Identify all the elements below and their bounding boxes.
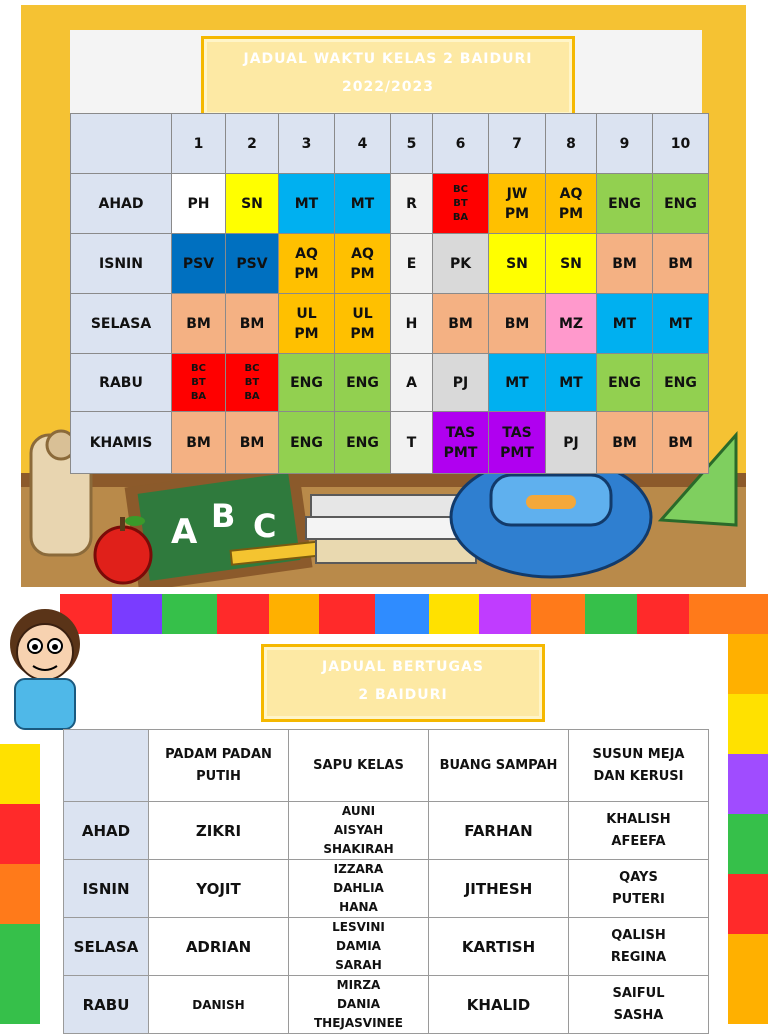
subject-cell (546, 294, 597, 354)
timetable-title (201, 36, 575, 118)
subject-code: ENG (608, 374, 641, 391)
subject-code: MT (612, 315, 637, 332)
day-label: ISNIN (64, 860, 149, 918)
subject-cell (597, 234, 653, 294)
subject-cell (597, 294, 653, 354)
timetable-title-line1: JADUAL WAKTU KELAS 2 BAIDURI (243, 51, 533, 67)
timetable-row (71, 294, 709, 354)
sapu-kelas-name: MIRZA (336, 978, 381, 992)
subject-cell (489, 412, 546, 474)
subject-cell (489, 354, 546, 412)
subject-code: ENG (664, 195, 697, 212)
subject-cell (226, 294, 279, 354)
subject-code: ENG (290, 434, 323, 451)
subject-cell (391, 234, 433, 294)
subject-cell (391, 412, 433, 474)
duty-row (64, 918, 709, 976)
subject-cell (279, 354, 335, 412)
duty-title-line2: 2 BAIDURI (358, 687, 448, 703)
duty-column-header: SUSUN MEJA DAN KERUSI (569, 730, 709, 802)
subject-code: MT (505, 374, 529, 391)
class-timetable (70, 113, 709, 474)
subject-cell (226, 354, 279, 412)
subject-code: T (406, 434, 417, 451)
subject-code: ENG (290, 374, 323, 391)
subject-code: PSV (236, 255, 268, 272)
buang-sampah-name: FARHAN (429, 802, 569, 860)
sapu-kelas-name: IZZARA (333, 862, 384, 876)
subject-code: BM (612, 255, 637, 272)
subject-cell (279, 174, 335, 234)
buang-sampah-name: KHALID (429, 976, 569, 1034)
subject-cell (391, 294, 433, 354)
subject-cell (172, 294, 226, 354)
susun-meja-name: REGINA (610, 949, 667, 965)
duty-header-row (64, 730, 709, 802)
duty-roster-title (261, 644, 545, 722)
subject-cell (335, 354, 391, 412)
subject-cell (433, 354, 489, 412)
duty-roster-table (63, 729, 709, 1034)
subject-code: ENG (664, 374, 697, 391)
subject-cell (226, 412, 279, 474)
subject-cell (653, 354, 709, 412)
subject-code: A (406, 374, 417, 391)
sapu-kelas-name: LESVINI (332, 920, 385, 934)
subject-cell (433, 174, 489, 234)
subject-cell (279, 294, 335, 354)
period-number-header: 3 (279, 114, 335, 174)
timetable-row (71, 234, 709, 294)
sapu-kelas-names (289, 918, 429, 976)
svg-text:C: C (253, 507, 277, 545)
day-label: SELASA (64, 918, 149, 976)
timetable-title-line2: 2022/2023 (341, 79, 435, 95)
subject-code: BM (612, 434, 637, 451)
subject-code: BM (504, 315, 530, 332)
timetable-row (71, 174, 709, 234)
subject-code: ENG (608, 195, 641, 212)
subject-cell (279, 412, 335, 474)
subject-cell (546, 174, 597, 234)
svg-text:A: A (171, 512, 198, 552)
duty-row (64, 860, 709, 918)
subject-code: BM (448, 315, 473, 332)
subject-code: BM (239, 434, 265, 451)
sapu-kelas-name: AUNI (341, 804, 376, 818)
subject-code: JW PM (504, 185, 530, 222)
period-number-header: 10 (653, 114, 709, 174)
day-label: KHAMIS (71, 412, 172, 474)
subject-cell (597, 354, 653, 412)
subject-cell (433, 412, 489, 474)
duty-row (64, 802, 709, 860)
subject-cell (489, 294, 546, 354)
subject-code: MT (559, 374, 583, 391)
duty-row (64, 976, 709, 1034)
subject-cell (489, 174, 546, 234)
subject-cell (335, 234, 391, 294)
day-label: RABU (71, 354, 172, 412)
subject-cell (597, 174, 653, 234)
subject-cell (489, 234, 546, 294)
subject-code: MZ (558, 315, 584, 332)
period-number-header: 6 (433, 114, 489, 174)
subject-code: UL PM (294, 305, 319, 342)
subject-cell (391, 174, 433, 234)
subject-code: BC BT BA (190, 362, 207, 402)
subject-code: BC BT BA (244, 362, 260, 402)
padam-padan-putih-name: YOJIT (149, 860, 289, 918)
subject-cell (546, 354, 597, 412)
duty-column-header: PADAM PADAN PUTIH (149, 730, 289, 802)
subject-code: SN (241, 195, 263, 212)
subject-cell (546, 412, 597, 474)
subject-code: MT (294, 195, 319, 212)
subject-cell (172, 354, 226, 412)
subject-code: MT (350, 195, 375, 212)
subject-code: BM (668, 434, 693, 451)
duty-column-header: SAPU KELAS (289, 730, 429, 802)
subject-cell (172, 412, 226, 474)
timetable-row (71, 412, 709, 474)
subject-code: PJ (563, 434, 579, 451)
subject-code: E (406, 255, 417, 272)
subject-code: PH (187, 195, 210, 212)
subject-cell (546, 234, 597, 294)
padam-padan-putih-name: ZIKRI (149, 802, 289, 860)
subject-code: PK (449, 255, 472, 272)
subject-cell (653, 294, 709, 354)
subject-cell (172, 174, 226, 234)
sapu-kelas-names (289, 802, 429, 860)
susun-meja-name: SAIFUL (612, 985, 665, 1001)
subject-cell (433, 294, 489, 354)
sapu-kelas-name: HANA (339, 900, 378, 914)
duty-corner-cell (64, 730, 149, 802)
subject-cell (335, 412, 391, 474)
subject-code: BM (668, 255, 693, 272)
period-number-header: 4 (335, 114, 391, 174)
susun-meja-names (569, 860, 709, 918)
sapu-kelas-name: SARAH (335, 958, 382, 972)
subject-code: ENG (346, 434, 379, 451)
subject-cell (335, 174, 391, 234)
susun-meja-name: SASHA (613, 1007, 664, 1023)
sapu-kelas-name: DANIA (336, 997, 381, 1011)
padam-padan-putih-name: DANISH (149, 976, 289, 1034)
timetable-corner-cell (71, 114, 172, 174)
sapu-kelas-names (289, 976, 429, 1034)
susun-meja-name: QAYS (619, 869, 658, 885)
susun-meja-names (569, 976, 709, 1034)
subject-code: SN (506, 255, 528, 272)
subject-code: TAS PMT (443, 424, 478, 461)
subject-code: BM (239, 315, 265, 332)
subject-code: BM (186, 315, 211, 332)
subject-code: BM (186, 434, 211, 451)
day-label: SELASA (71, 294, 172, 354)
timetable-row (71, 354, 709, 412)
buang-sampah-name: JITHESH (429, 860, 569, 918)
subject-code: MT (668, 315, 693, 332)
subject-cell (433, 234, 489, 294)
period-number-header: 1 (172, 114, 226, 174)
susun-meja-names (569, 918, 709, 976)
girl-mascot-icon (10, 609, 80, 729)
period-number-header: 8 (546, 114, 597, 174)
subject-code: H (405, 315, 418, 332)
subject-code: AQ PM (558, 185, 584, 222)
period-number-header: 9 (597, 114, 653, 174)
svg-text:B: B (211, 497, 236, 535)
subject-cell (335, 294, 391, 354)
susun-meja-name: QALISH (611, 927, 666, 943)
sapu-kelas-name: SHAKIRAH (323, 842, 394, 856)
period-number-header: 7 (489, 114, 546, 174)
padam-padan-putih-name: ADRIAN (149, 918, 289, 976)
subject-cell (172, 234, 226, 294)
sapu-kelas-names (289, 860, 429, 918)
backpack-icon (451, 457, 651, 577)
susun-meja-name: KHALISH (606, 811, 671, 827)
subject-cell (391, 354, 433, 412)
susun-meja-name: PUTERI (612, 891, 665, 907)
subject-code: UL PM (350, 305, 375, 342)
subject-cell (653, 174, 709, 234)
day-label: AHAD (71, 174, 172, 234)
buang-sampah-name: KARTISH (429, 918, 569, 976)
subject-cell (226, 234, 279, 294)
subject-cell (279, 234, 335, 294)
susun-meja-names (569, 802, 709, 860)
subject-cell (653, 234, 709, 294)
duty-title-line1: JADUAL BERTUGAS (322, 659, 484, 675)
duty-column-header: BUANG SAMPAH (429, 730, 569, 802)
subject-code: ENG (346, 374, 379, 391)
subject-code: PJ (452, 374, 469, 391)
subject-code: R (406, 195, 417, 212)
subject-cell (653, 412, 709, 474)
day-label: AHAD (64, 802, 149, 860)
subject-code: AQ PM (294, 245, 319, 282)
subject-code: AQ PM (350, 245, 375, 282)
subject-code: TAS PMT (500, 424, 534, 461)
sapu-kelas-name: DAMIA (336, 939, 381, 953)
subject-code: PSV (182, 255, 215, 272)
day-label: RABU (64, 976, 149, 1034)
sapu-kelas-name: THEJASVINEE (313, 1016, 403, 1030)
timetable-header-row (71, 114, 709, 174)
sapu-kelas-name: AISYAH (333, 823, 384, 837)
period-number-header: 2 (226, 114, 279, 174)
sapu-kelas-name: DAHLIA (333, 881, 384, 895)
period-number-header: 5 (391, 114, 433, 174)
subject-code: SN (560, 255, 582, 272)
day-label: ISNIN (71, 234, 172, 294)
susun-meja-name: AFEEFA (611, 833, 666, 849)
subject-cell (226, 174, 279, 234)
subject-code: BC BT BA (452, 183, 469, 223)
subject-cell (597, 412, 653, 474)
